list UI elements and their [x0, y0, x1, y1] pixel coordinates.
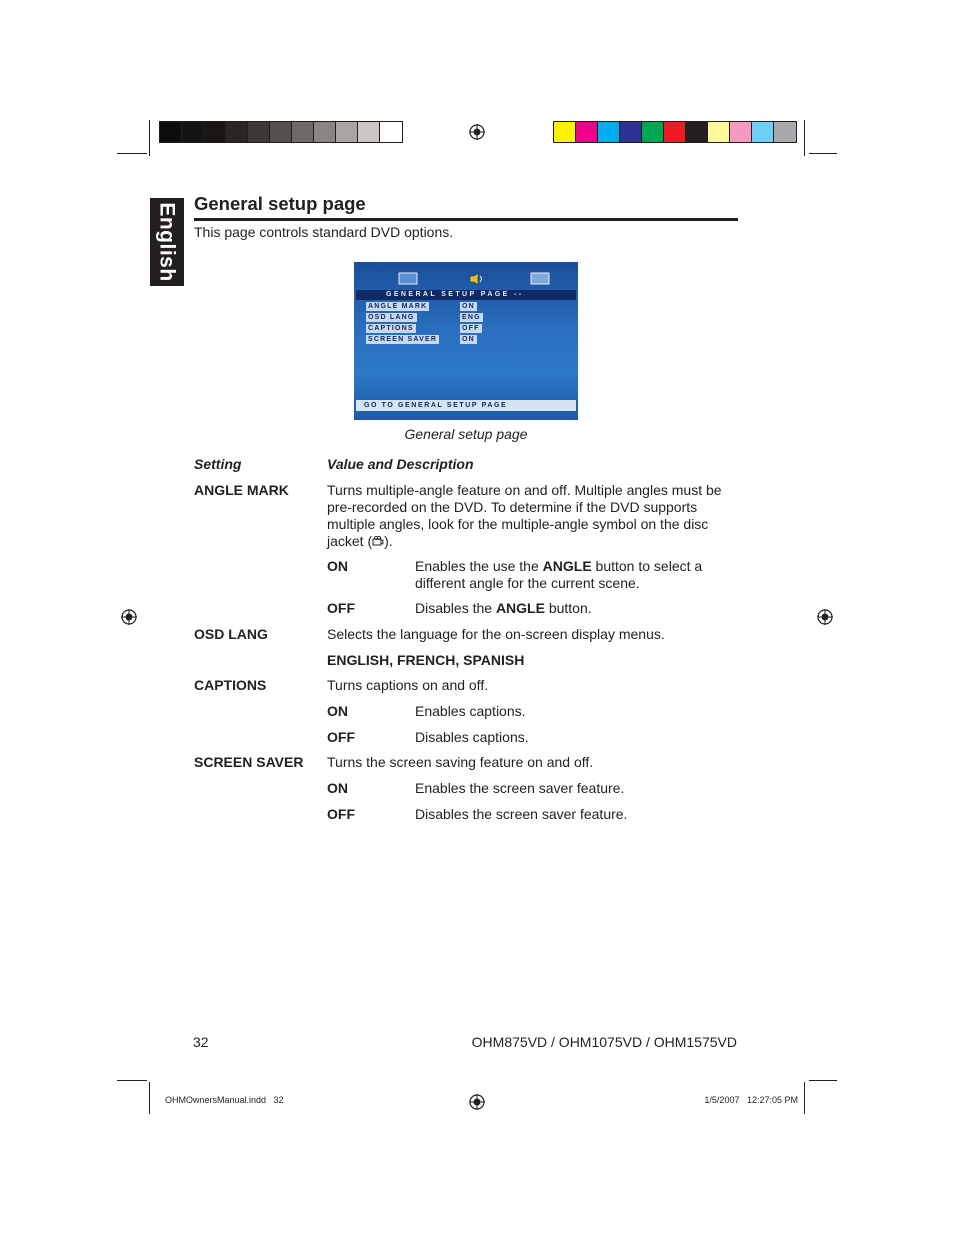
page-title: General setup page [194, 193, 366, 214]
color-swatch [642, 122, 664, 142]
screen-saver-off-desc: Disables the screen saver feature. [415, 806, 628, 822]
color-swatch [730, 122, 752, 142]
color-swatch [336, 122, 358, 142]
crop-mark [117, 1080, 147, 1081]
color-swatch [292, 122, 314, 142]
color-swatch [248, 122, 270, 142]
file-slug: OHMOwnersManual.indd 32 [165, 1095, 284, 1105]
setting-screen-saver: SCREEN SAVER [194, 754, 304, 770]
angle-mark-off-key: OFF [327, 600, 355, 616]
captions-on-key: ON [327, 703, 348, 719]
setting-osd-lang: OSD LANG [194, 626, 268, 642]
color-swatch [686, 122, 708, 142]
intro-text: This page controls standard DVD options. [194, 224, 454, 240]
column-header-setting: Setting [194, 456, 242, 472]
menu-footer: GO TO GENERAL SETUP PAGE [356, 400, 576, 411]
menu-row-value: ON [462, 303, 475, 310]
color-swatch [752, 122, 774, 142]
side-tab-label: English [156, 202, 179, 282]
color-swatch [204, 122, 226, 142]
crop-mark [809, 1080, 837, 1081]
crop-mark [809, 153, 837, 154]
multi-angle-icon [372, 535, 384, 547]
color-swatch [182, 122, 204, 142]
angle-mark-on-text: Enables the use the [415, 558, 543, 574]
color-swatch [664, 122, 686, 142]
print-timestamp: 1/5/2007 12:27:05 PM [704, 1095, 798, 1105]
monitor-icon [398, 272, 418, 286]
screen-saver-on-desc: Enables the screen saver feature. [415, 780, 625, 796]
angle-button-name: ANGLE [495, 600, 545, 616]
menu-row-value: OFF [462, 325, 480, 332]
color-swatch [598, 122, 620, 142]
speaker-icon [466, 272, 486, 286]
setup-menu-screenshot [354, 262, 578, 420]
page-number: 32 [193, 1034, 209, 1050]
registration-mark-icon [469, 1094, 485, 1110]
setting-angle-mark: ANGLE MARK [194, 482, 289, 498]
captions-on-desc: Enables captions. [415, 703, 526, 719]
screen-saver-on-key: ON [327, 780, 348, 796]
screen-saver-description: Turns the screen saving feature on and off. [327, 754, 594, 770]
angle-mark-off-desc [415, 600, 592, 617]
color-swatch [576, 122, 598, 142]
screen-saver-off-key: OFF [327, 806, 355, 822]
angle-mark-off-text: Disables the [415, 600, 496, 616]
crop-mark [117, 153, 147, 154]
osd-lang-description: Selects the language for the on-screen display menus. [327, 626, 665, 642]
osd-lang-options: ENGLISH, FRENCH, SPANISH [327, 652, 525, 668]
menu-row-label: CAPTIONS [368, 325, 414, 332]
color-swatch [314, 122, 336, 142]
angle-mark-on-text-end: button to select a different angle for the current scene. [415, 558, 703, 591]
color-swatch [620, 122, 642, 142]
angle-button-name: ANGLE [542, 558, 592, 574]
menu-header: GENERAL SETUP PAGE -- [356, 290, 576, 300]
setting-captions: CAPTIONS [194, 677, 267, 693]
captions-off-key: OFF [327, 729, 355, 745]
settings-screen-icon [530, 272, 550, 286]
color-swatch [774, 122, 796, 142]
grayscale-color-bar [159, 121, 403, 143]
angle-mark-on-desc [415, 558, 715, 592]
registration-mark-icon [469, 124, 485, 140]
angle-mark-description [327, 482, 722, 550]
angle-mark-off-text-end: button. [544, 600, 592, 616]
angle-mark-description-text: Turns multiple-angle feature on and off. Multiple angles must be pre-recorded on the DVD. To determine if the DVD supports multiple angles, look for the multiple-angle symbol on the disc jacket ( [327, 482, 722, 549]
crop-mark [804, 120, 805, 156]
figure-caption: General setup page [404, 426, 528, 442]
captions-description: Turns captions on and off. [327, 677, 489, 693]
process-color-bar [553, 121, 797, 143]
registration-mark-icon [121, 609, 137, 625]
color-swatch [270, 122, 292, 142]
menu-row-value: ENG [462, 314, 481, 321]
language-side-tab [150, 198, 184, 286]
crop-mark [149, 120, 150, 156]
captions-off-desc: Disables captions. [415, 729, 529, 745]
color-swatch [708, 122, 730, 142]
registration-mark-icon [817, 609, 833, 625]
angle-mark-on-key: ON [327, 558, 348, 574]
column-header-description: Value and Description [327, 456, 474, 472]
model-numbers: OHM875VD / OHM1075VD / OHM1575VD [471, 1034, 737, 1050]
angle-mark-description-end: ). [384, 533, 393, 549]
crop-mark [804, 1082, 805, 1114]
color-swatch [358, 122, 380, 142]
menu-row-label: OSD LANG [368, 314, 415, 321]
menu-row-label: SCREEN SAVER [368, 336, 438, 343]
crop-mark [149, 1082, 150, 1114]
menu-row-label: ANGLE MARK [368, 303, 428, 310]
color-swatch [380, 122, 402, 142]
color-swatch [160, 122, 182, 142]
color-swatch [226, 122, 248, 142]
title-divider [194, 218, 738, 221]
menu-row-value: ON [462, 336, 475, 343]
color-swatch [554, 122, 576, 142]
